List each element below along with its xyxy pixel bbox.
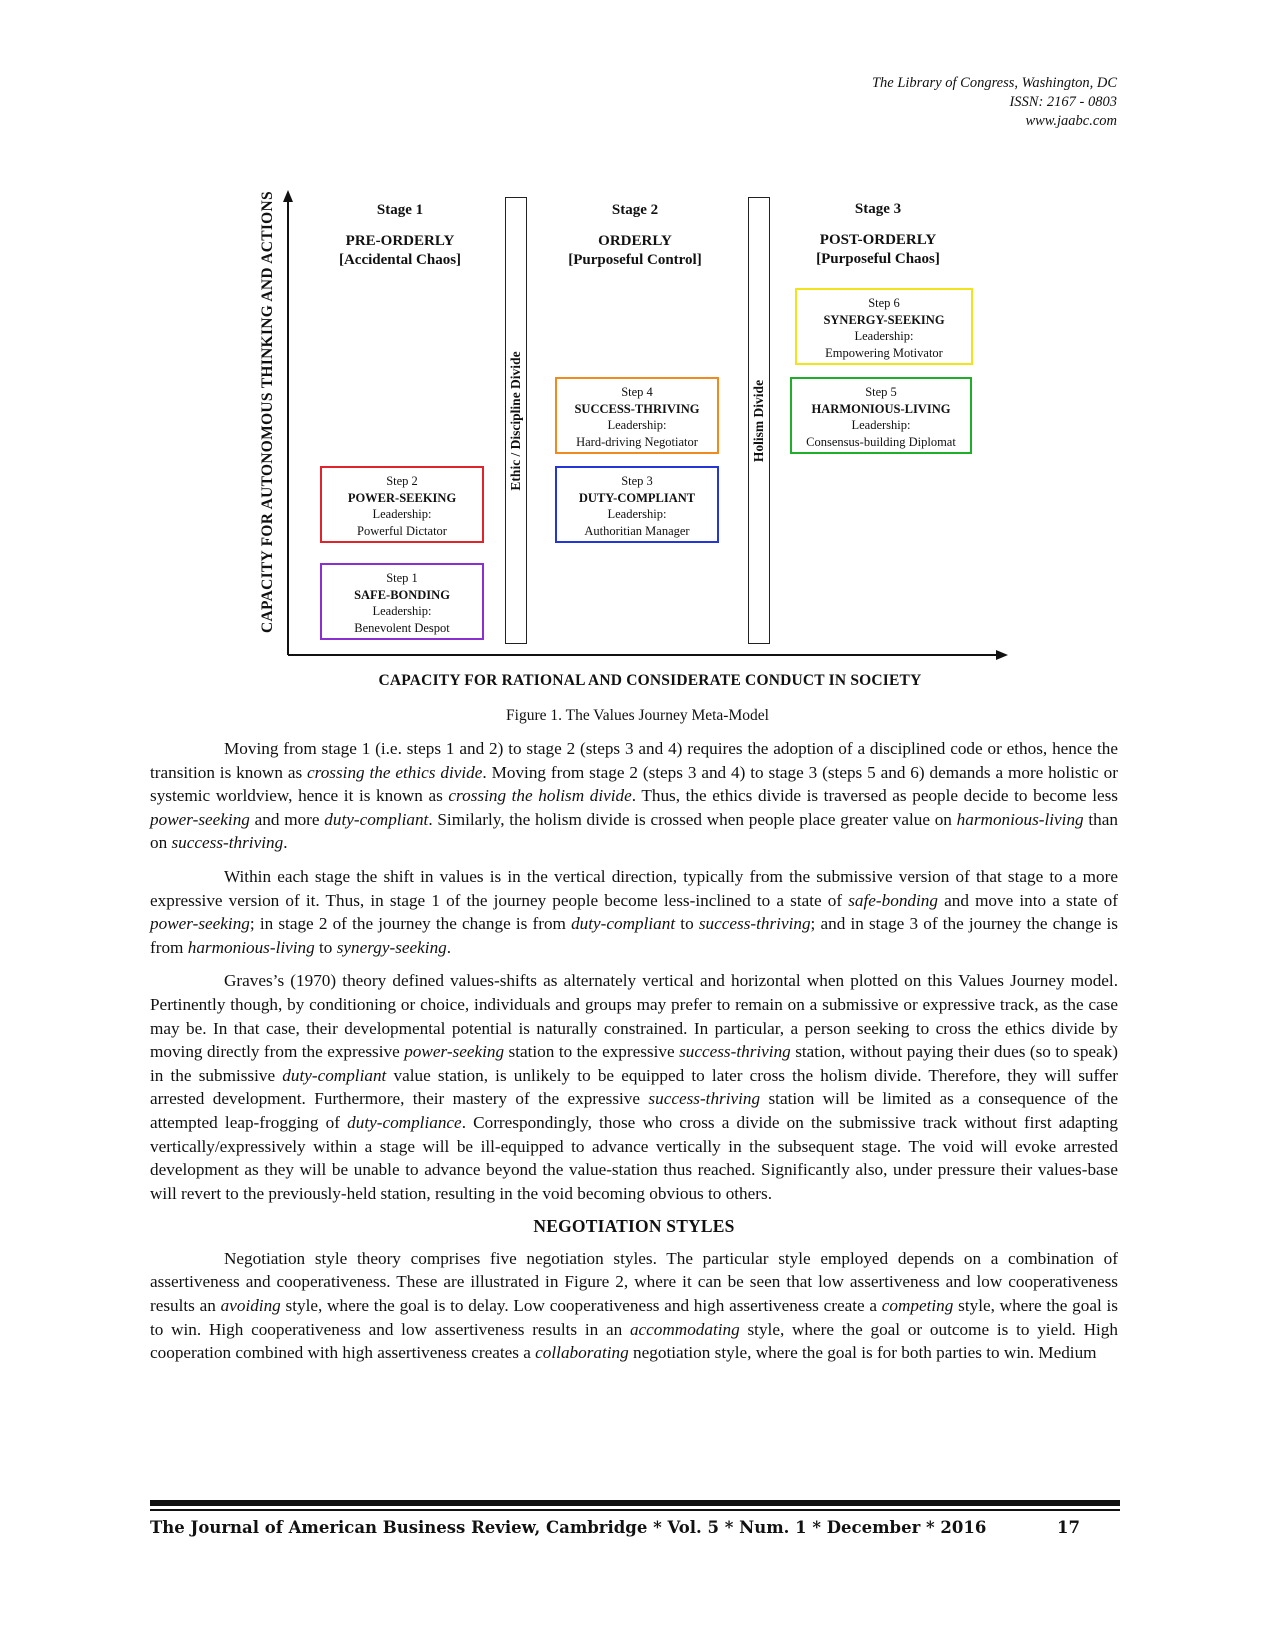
step-4-role: Hard-driving Negotiator [576, 434, 698, 449]
header-library: The Library of Congress, Washington, DC [871, 75, 1117, 91]
p1-text-g: and more [249, 809, 325, 829]
paragraph-negotiation-styles [150, 1247, 1118, 1365]
p2-text-c: and move into a state of [937, 890, 1118, 910]
p2-text-g: to [675, 914, 699, 934]
stage-1-header [315, 201, 485, 270]
stage-2-subtitle: [Purposeful Control] [568, 252, 702, 268]
holism-divide-bar [748, 197, 770, 644]
page-footer [150, 1518, 1120, 1537]
p3-italic-h: success-thriving [648, 1089, 761, 1109]
section-heading-negotiation-styles: NEGOTIATION STYLES [533, 1216, 735, 1237]
step-3-box [555, 466, 719, 543]
step-1-role: Benevolent Despot [354, 620, 450, 635]
stage-3-subtitle: [Purposeful Chaos] [816, 251, 940, 267]
header-issn: ISSN: 2167 - 0803 [1009, 94, 1117, 110]
step-1-number: Step 1 [386, 571, 418, 585]
p3-text-g: value station, is unlikely to be equipped to later cross the holism divide. Therefore, they will suffer arrested development. Furthermore, their mastery of the expressive [150, 1065, 1118, 1109]
step-4-name: SUCCESS-THRIVING [574, 401, 700, 416]
p1-italic-j: harmonious-living [956, 809, 1084, 829]
footer-journal: The Journal of American Business Review, Cambridge * Vol. 5 * Num. 1 * December * 2016 [150, 1518, 987, 1537]
step-6-box [795, 288, 973, 365]
footer-rule-thick [150, 1500, 1120, 1506]
p3-text-a: Graves’s (1970) theory defined values-shifts as alternately vertical and horizontal when plotted on this Values Journey model. Pertinently though, by conditioning or choice, individuals and groups may prefer to remain on a submissive or expressive track, as the case may be. In that case, their developmental potential is naturally constrained. In particular, a person seeking to cross the ethics divide by moving directly from the expressive [150, 971, 1118, 1062]
p1-text-k: than on [150, 809, 1118, 853]
figure-caption: Figure 1. The Values Journey Meta-Model [506, 707, 769, 724]
stage-1-subtitle: [Accidental Chaos] [338, 252, 462, 268]
step-5-name: HARMONIOUS-LIVING [811, 401, 951, 416]
step-3-leadership: Leadership: [607, 507, 667, 521]
p3-italic-d: success-thriving [679, 1042, 791, 1062]
p2-text-a: Within each stage the shift in values is in the vertical direction, typically from the submissive version of that stage to a more expressive version of it. Thus, in stage 1 of the journey people become less-inclined to a state of [150, 866, 1118, 910]
p4-text-a: Negotiation style theory comprises five negotiation styles. The particular style employed depends on a combination of assertiveness and cooperativeness. These are illustrated in Figure 2, where it can be seen that low assertiveness and low cooperativeness results an [150, 1248, 1118, 1316]
p1-text-m: . [283, 833, 288, 853]
step-3-role: Authoritian Manager [584, 523, 690, 538]
p3-text-i: station will be limited as a consequence of the attempted leap-frogging of [150, 1089, 1118, 1132]
stage-2-name: ORDERLY [598, 233, 672, 249]
p2-text-k: to [314, 937, 337, 957]
article-body [150, 737, 1118, 1375]
stage-3-header [793, 200, 963, 269]
step-3-number: Step 3 [621, 474, 653, 488]
step-4-box [555, 377, 719, 454]
p4-italic-h: collaborating [535, 1343, 629, 1363]
stage-1-name: PRE-ORDERLY [345, 233, 455, 249]
y-axis-arrow [283, 190, 293, 202]
step-6-name: SYNERGY-SEEKING [823, 312, 945, 327]
page-number: 17 [1057, 1518, 1080, 1537]
p2-italic-d: power-seeking [150, 914, 250, 934]
p2-text-m: . [446, 937, 452, 957]
stage-2-header [550, 201, 720, 270]
p3-text-c: station to the expressive [504, 1042, 680, 1062]
p3-italic-b: power-seeking [404, 1042, 505, 1062]
step-5-box [790, 377, 972, 454]
p1-text-c: . Moving from stage 2 (steps 3 and 4) to stage 3 (steps 5 and 6) demands a more holistic or systemic worldview, hence it is known as [150, 762, 1118, 806]
p1-italic-l: success-thriving [171, 833, 284, 853]
p4-text-e: style, where the goal is to win. High cooperativeness and low assertiveness results in an [150, 1296, 1118, 1339]
p2-italic-b: safe-bonding [848, 890, 938, 910]
step-5-leadership: Leadership: [851, 418, 911, 432]
p2-text-i: ; and in stage 3 of the journey the change is from [150, 914, 1118, 957]
step-2-name: POWER-SEEKING [347, 490, 457, 505]
p3-italic-f: duty-compliant [282, 1065, 387, 1085]
p4-italic-b: avoiding [220, 1296, 281, 1316]
step-2-number: Step 2 [386, 474, 418, 488]
step-1-box [320, 563, 484, 640]
step-3-name: DUTY-COMPLIANT [578, 490, 696, 505]
p3-italic-j: duty-compliance [347, 1112, 462, 1132]
ethics-divide-bar [505, 197, 527, 644]
p4-text-i: negotiation style, where the goal is for both parties to win. Medium [628, 1343, 1097, 1363]
x-axis-label: CAPACITY FOR RATIONAL AND CONSIDERATE CONDUCT IN SOCIETY [378, 672, 922, 689]
p2-italic-f: duty-compliant [571, 914, 676, 934]
p1-text-a: Moving from stage 1 (i.e. steps 1 and 2) to stage 2 (steps 3 and 4) requires the adoption of a disciplined code or ethos, hence the transition is known as [150, 739, 1118, 782]
p3-text-k: . Correspondingly, those who cross a divide on the submissive track without first adapting vertically/expressively within a stage will be ill-equipped to advance vertically in the subsequent stage. The void will evoke arrested development as they will be unable to advance beyond the value-station thus reached. Significantly also, under pressure their values-base will revert to the previously-held station, resulting in the void becoming obvious to others. [150, 1112, 1118, 1203]
stage-3-name: POST-ORDERLY [819, 232, 937, 248]
step-6-leadership: Leadership: [854, 329, 914, 343]
step-4-number: Step 4 [621, 385, 653, 399]
ethics-divide-label: Ethic / Discipline Divide [508, 350, 523, 491]
figure-values-journey [0, 0, 1275, 720]
holism-divide-label: Holism Divide [751, 379, 766, 462]
header-website: www.jaabc.com [1025, 113, 1117, 129]
p4-text-g: style, where the goal or outcome is to yield. High cooperation combined with high assertiveness creates a [150, 1319, 1118, 1363]
step-6-role: Empowering Motivator [825, 345, 943, 360]
step-5-role: Consensus-building Diplomat [806, 434, 956, 449]
p1-italic-f: power-seeking [150, 809, 250, 829]
stage-2-number: Stage 2 [611, 202, 659, 218]
x-axis-arrow [996, 650, 1008, 660]
stage-1-number: Stage 1 [376, 202, 424, 218]
p1-italic-d: crossing the holism divide [448, 786, 632, 806]
step-4-leadership: Leadership: [607, 418, 667, 432]
p4-italic-d: competing [881, 1296, 954, 1316]
step-1-leadership: Leadership: [372, 604, 432, 618]
step-6-number: Step 6 [868, 296, 900, 310]
stage-3-number: Stage 3 [854, 201, 902, 217]
step-1-name: SAFE-BONDING [354, 587, 450, 602]
p1-italic-h: duty-compliant [324, 809, 429, 829]
y-axis-label: CAPACITY FOR AUTONOMOUS THINKING AND ACTIONS [259, 191, 276, 633]
step-2-role: Powerful Dictator [357, 523, 447, 538]
p3-text-e: station, without paying their dues (so to speak) in the submissive [150, 1042, 1118, 1085]
paragraph-ethics-divide [150, 737, 1118, 855]
step-2-box [320, 466, 484, 543]
step-5-number: Step 5 [865, 385, 897, 399]
figure-axes [0, 0, 1275, 720]
paragraph-within-stage [150, 865, 1118, 959]
p1-text-i: . Similarly, the holism divide is crossed when people place greater value on [428, 809, 957, 829]
p2-italic-j: harmonious-living [187, 937, 315, 957]
p2-italic-l: synergy-seeking [336, 937, 447, 957]
p2-italic-h: success-thriving [698, 914, 811, 934]
paragraph-graves-theory [150, 969, 1118, 1205]
p1-text-e: . Thus, the ethics divide is traversed as people decide to become less [631, 786, 1118, 806]
p4-text-c: style, where the goal is to delay. Low cooperativeness and high assertiveness create a [280, 1296, 882, 1316]
footer-rule-thin [150, 1509, 1120, 1511]
p4-italic-f: accommodating [629, 1319, 740, 1339]
step-2-leadership: Leadership: [372, 507, 432, 521]
p1-italic-b: crossing the ethics divide [307, 762, 483, 782]
p2-text-e: ; in stage 2 of the journey the change is from [249, 914, 572, 934]
